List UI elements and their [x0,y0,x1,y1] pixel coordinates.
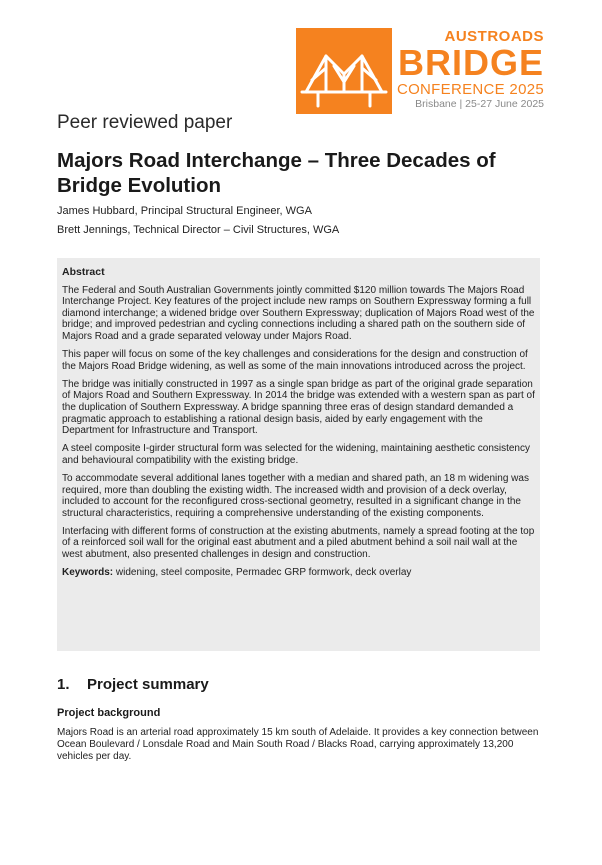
paper-title: Majors Road Interchange – Three Decades of Bridge Evolution [57,149,496,197]
section-number: 1. [57,676,70,693]
keywords [62,567,535,579]
author-line: James Hubbard, Principal Structural Engineer, WGA [57,205,312,217]
logo-location-date: Brisbane | 25-27 June 2025 [415,98,544,110]
paper-type: Peer reviewed paper [57,112,233,133]
conference-logo [296,28,544,114]
subsection-heading: Project background [57,707,161,719]
abstract-heading: Abstract [62,266,105,278]
section-title: Project summary [87,676,209,693]
abstract-paragraph: The Federal and South Australian Governments jointly committed $120 million towards The Majors Road Interchange Project. Key features of the project include new ramps on Southern Expressway forming a full diamond interchange; a widened bridge over Southern Expressway; duplication of Majors Road west of the bridge; and improved pedestrian and cycling connections including a shared path on the southern side of Majors Road and a grade separated veloway under Majors Road. [62,284,535,342]
logo-event-name: BRIDGE [397,42,544,83]
bridge-logo-icon [296,28,392,114]
logo-organisation: AUSTROADS [444,28,544,45]
author-line: Brett Jennings, Technical Director – Civil Structures, WGA [57,224,340,236]
abstract-box [57,258,540,651]
body-paragraph: Majors Road is an arterial road approximately 15 km south of Adelaide. It provides a key connection between Ocean Boulevard / Lonsdale Road and Main South Road / Blacks Road, carrying approximately 13,200 vehicles per day. [57,727,539,762]
abstract-paragraph: This paper will focus on some of the key challenges and considerations for the design and construction of the Majors Road Bridge widening, as well as some of the main innovations introduced across the project. [62,349,528,372]
logo-conference-year: CONFERENCE 2025 [396,81,544,98]
keywords-list: widening, steel composite, Permadec GRP formwork, deck overlay [115,567,412,579]
keywords-label: Keywords: [62,567,114,579]
abstract-paragraph: Interfacing with different forms of construction at the existing abutments, namely a spread footing at the top of a reinforced soil wall for the original east abutment and a piled abutment behind a soil nail wall at the west abutment, also presented challenges in design and construction. [62,525,535,560]
abstract-paragraph: To accommodate several additional lanes together with a median and shared path, an 18 m widening was required, more than doubling the existing width. The increased width and provision of a deck overlay, included to account for the reconfigured cross-sectional geometry, resulted in a significant change in the structural characteristics, requiring a comprehensive understanding of the existing components. [62,472,529,519]
logo-text [394,28,544,111]
section-heading [57,676,209,693]
abstract-paragraph: The bridge was initially constructed in 1997 as a single span bridge as part of the original grade separation of Majors Road and Southern Expressway. In 2014 the bridge was extended with a western span as part of the duplication of Southern Expressway. A bridge spanning three eras of design standard demanded a pragmatic approach to establishing a rational design basis, aided by early engagement with the Department for Infrastructure and Transport. [62,378,535,437]
abstract-paragraph: A steel composite I-girder structural form was selected for the widening, maintaining aesthetic consistency and behavioural compatibility with the existing bridge. [62,443,530,466]
